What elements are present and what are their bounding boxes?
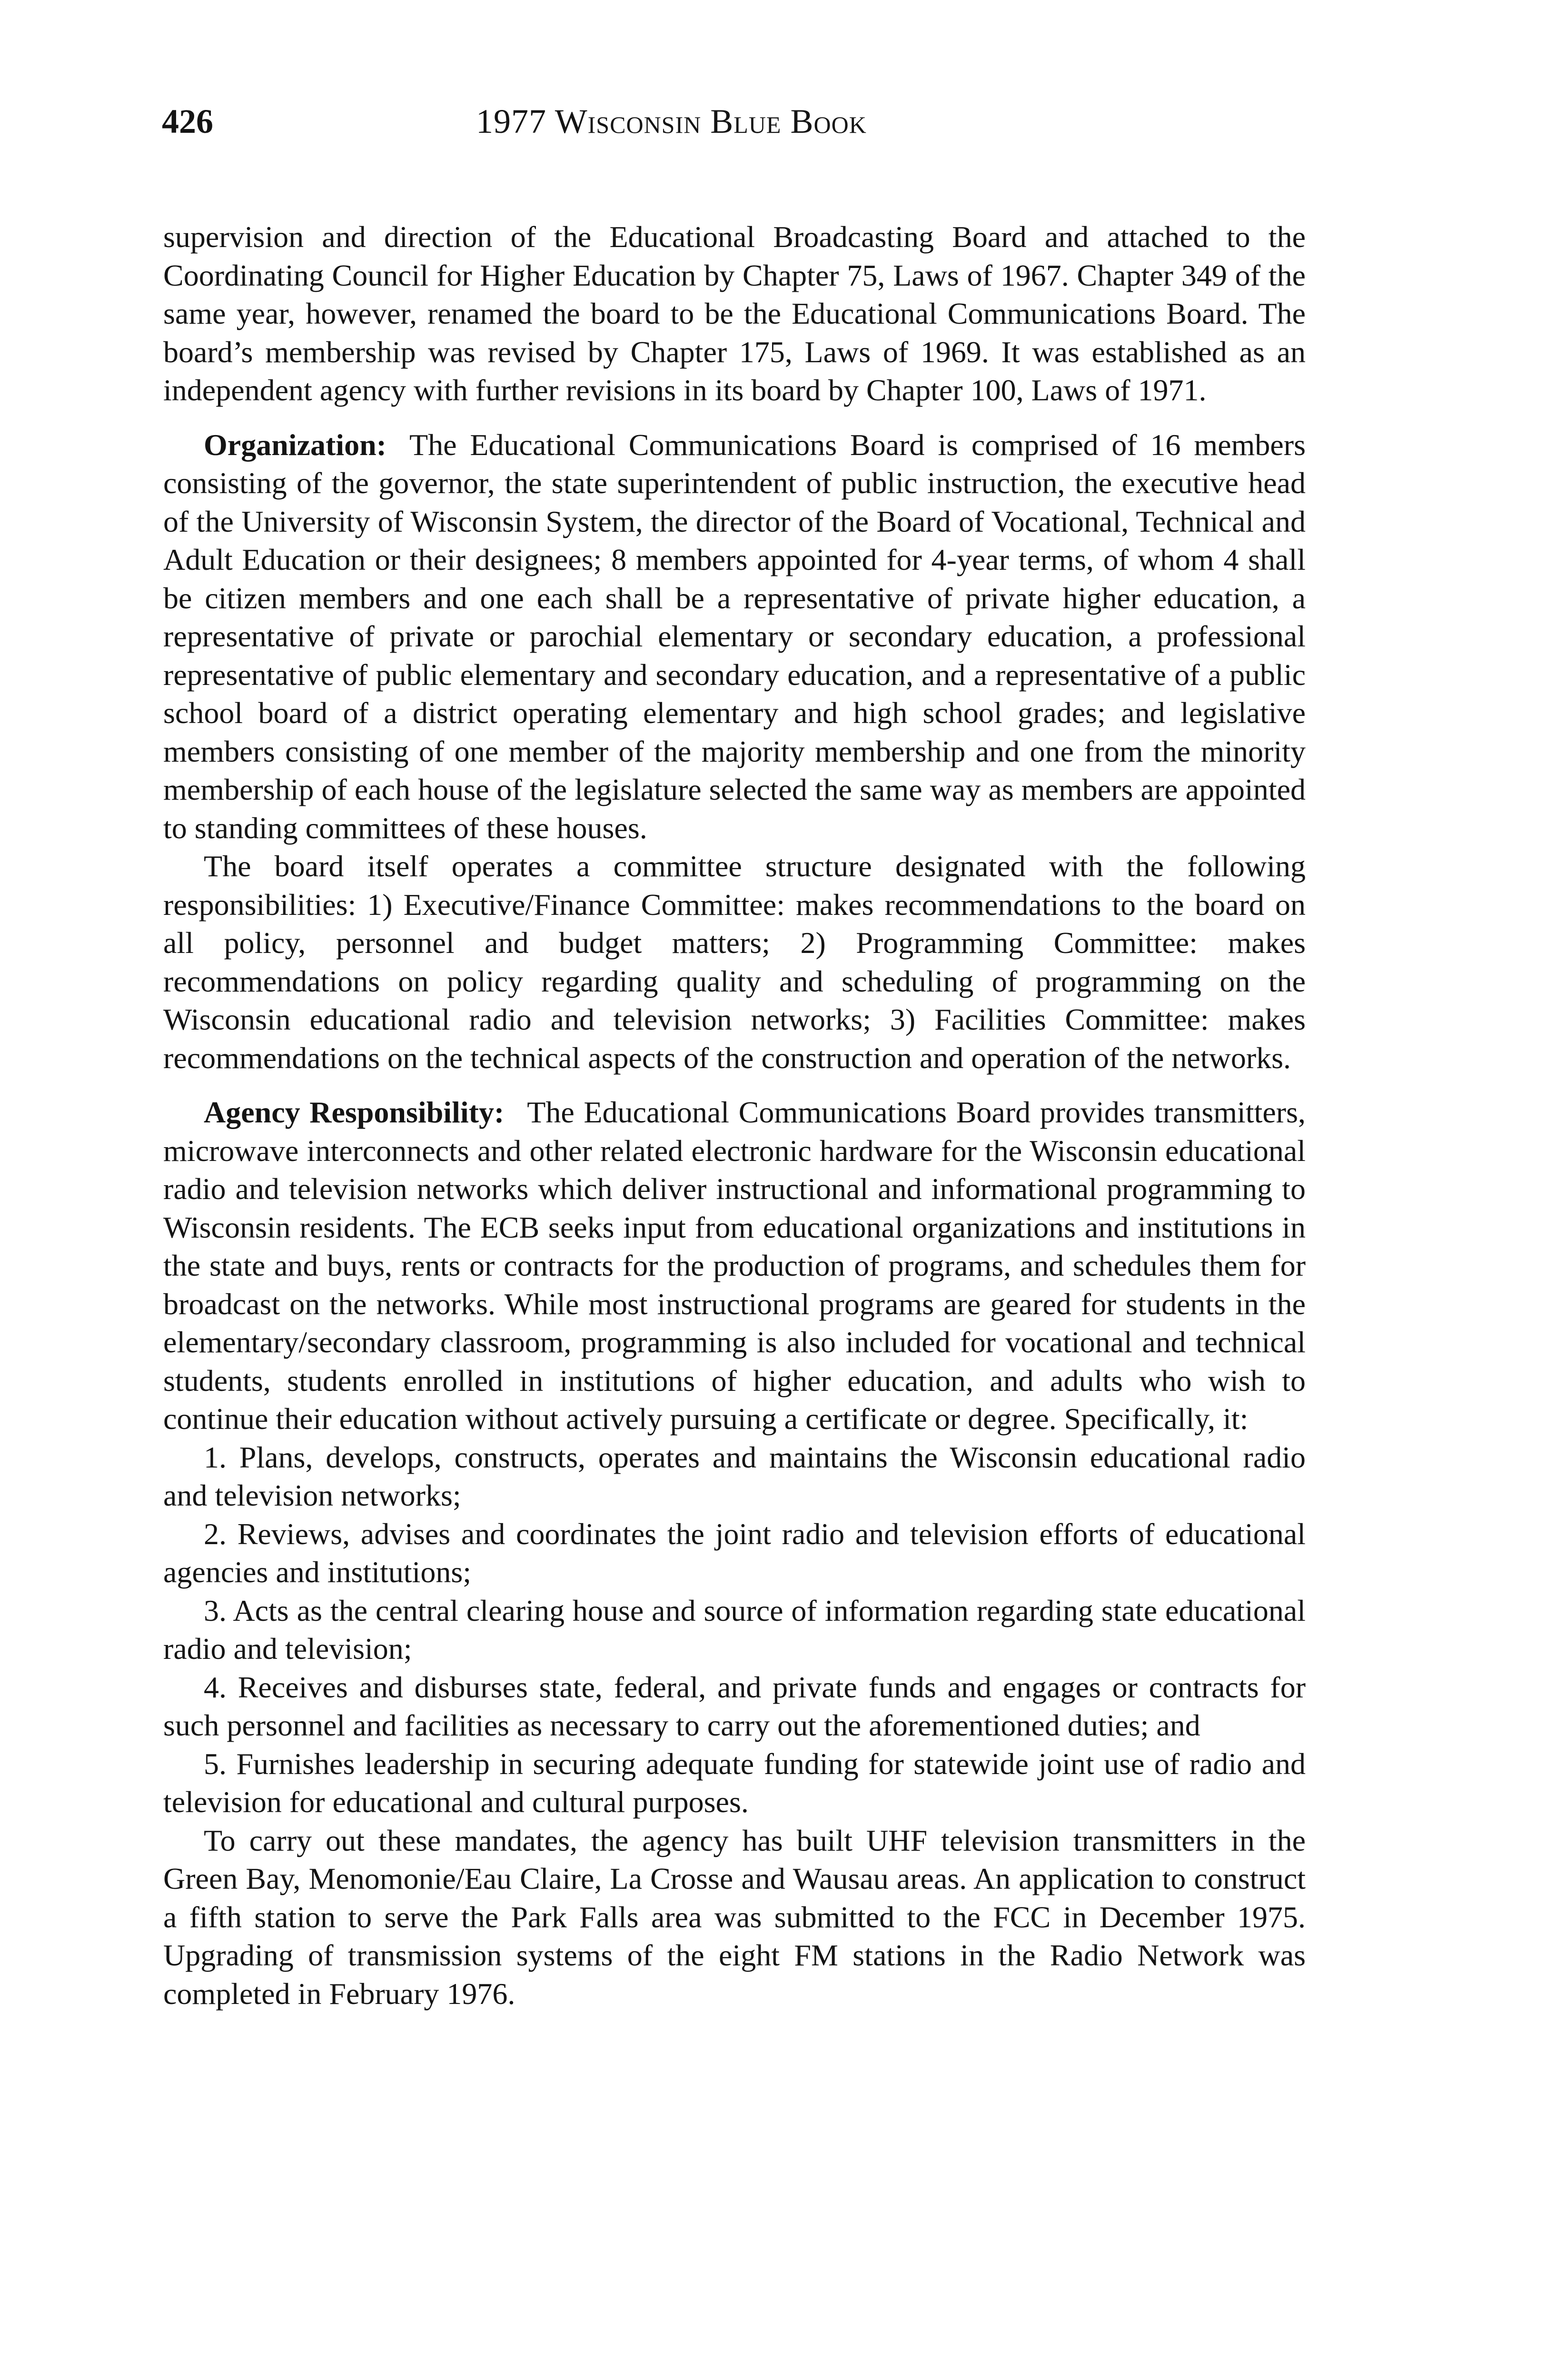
heading-agency-responsibility: Agency Responsibility: — [204, 1095, 505, 1129]
paragraph-agency-responsibility — [163, 1093, 1306, 1438]
paragraph-mandates: To carry out these mandates, the agency has built UHF television transmitters in the Green Bay, Menomonie/Eau Claire, La Crosse and Wausau areas. An application to construct a fifth station to serve the Park Falls area was submitted to the FCC in December 1975. Upgrading of transmission systems of the eight FM stations in the Radio Network was completed in February 1976. — [163, 1823, 1306, 2011]
running-title: 1977 Wisconsin Blue Book — [476, 102, 867, 140]
page-body — [163, 218, 1306, 2013]
paragraph-history: supervision and direction of the Educational Broadcasting Board and attached to the Coordinating Council for Higher Education by Chapter 75, Laws of 1967. Chapter 349 of the same year, however, renamed the board to be the Educational Communications Board. The board’s membership was revised by Chapter 175, Laws of 1969. It was established as an independent agency with further revisions in its board by Chapter 100, Laws of 1971. — [163, 220, 1306, 407]
list-item-5: 5. Furnishes leadership in securing adequate funding for statewide joint use of radio and television for educational and cultural purposes. — [163, 1746, 1306, 1819]
paragraph-organization-text: The Educational Communications Board is comprised of 16 members consisting of the governor, the state superintendent of public instruction, the executive head of the University of Wisconsin System, the director of the Board of Vocational, Technical and Adult Education or their designees; 8 members appointed for 4-year terms, of whom 4 shall be citizen members and one each shall be a representative of private higher education, a representative of private or parochial elementary or secondary education, a professional representative of public elementary and secondary education, and a representative of a public school board of a district operating elementary and high school grades; and legislative members consisting of one member of the majority membership and one from the minority membership of each house of the legislature selected the same way as members are appointed to standing committees of these houses. — [163, 427, 1306, 845]
page-number: 426 — [162, 102, 213, 140]
list-item-2: 2. Reviews, advises and coordinates the joint radio and television efforts of educational agencies and institutions; — [163, 1517, 1306, 1589]
list-item-1: 1. Plans, develops, constructs, operates and maintains the Wisconsin educational radio and television networks; — [163, 1440, 1306, 1512]
paragraph-committee-structure: The board itself operates a committee structure designated with the following responsibilities: 1) Executive/Finance Committee: makes recommendations to the board on all policy, personnel and budget matters; 2) Programming Committee: makes recommendations on policy regarding quality and scheduling of programming on the Wisconsin educational radio and television networks; 3) Facilities Committee: makes recommendations on the technical aspects of the construction and operation of the networks. — [163, 849, 1306, 1075]
paragraph-organization — [163, 426, 1306, 848]
list-item-4: 4. Receives and disburses state, federal, and private funds and engages or contracts for such personnel and facilities as necessary to carry out the aforementioned duties; and — [163, 1670, 1306, 1742]
page-header — [162, 98, 1304, 150]
heading-organization: Organization: — [204, 427, 386, 462]
paragraph-agency-responsibility-text: The Educational Communications Board provides transmitters, microwave interconnects and other related electronic hardware for the Wisconsin educational radio and television networks which deliver instructional and informational programming to Wisconsin residents. The ECB seeks input from educational organizations and institutions in the state and buys, rents or contracts for the production of programs, and schedules them for broadcast on the networks. While most instructional programs are geared for students in the elementary/secondary classroom, programming is also included for vocational and technical students, students enrolled in institutions of higher education, and adults who wish to continue their education without actively pursuing a certificate or degree. Specifically, it: — [163, 1095, 1306, 1436]
list-item-3: 3. Acts as the central clearing house and source of information regarding state educational radio and television; — [163, 1593, 1306, 1666]
